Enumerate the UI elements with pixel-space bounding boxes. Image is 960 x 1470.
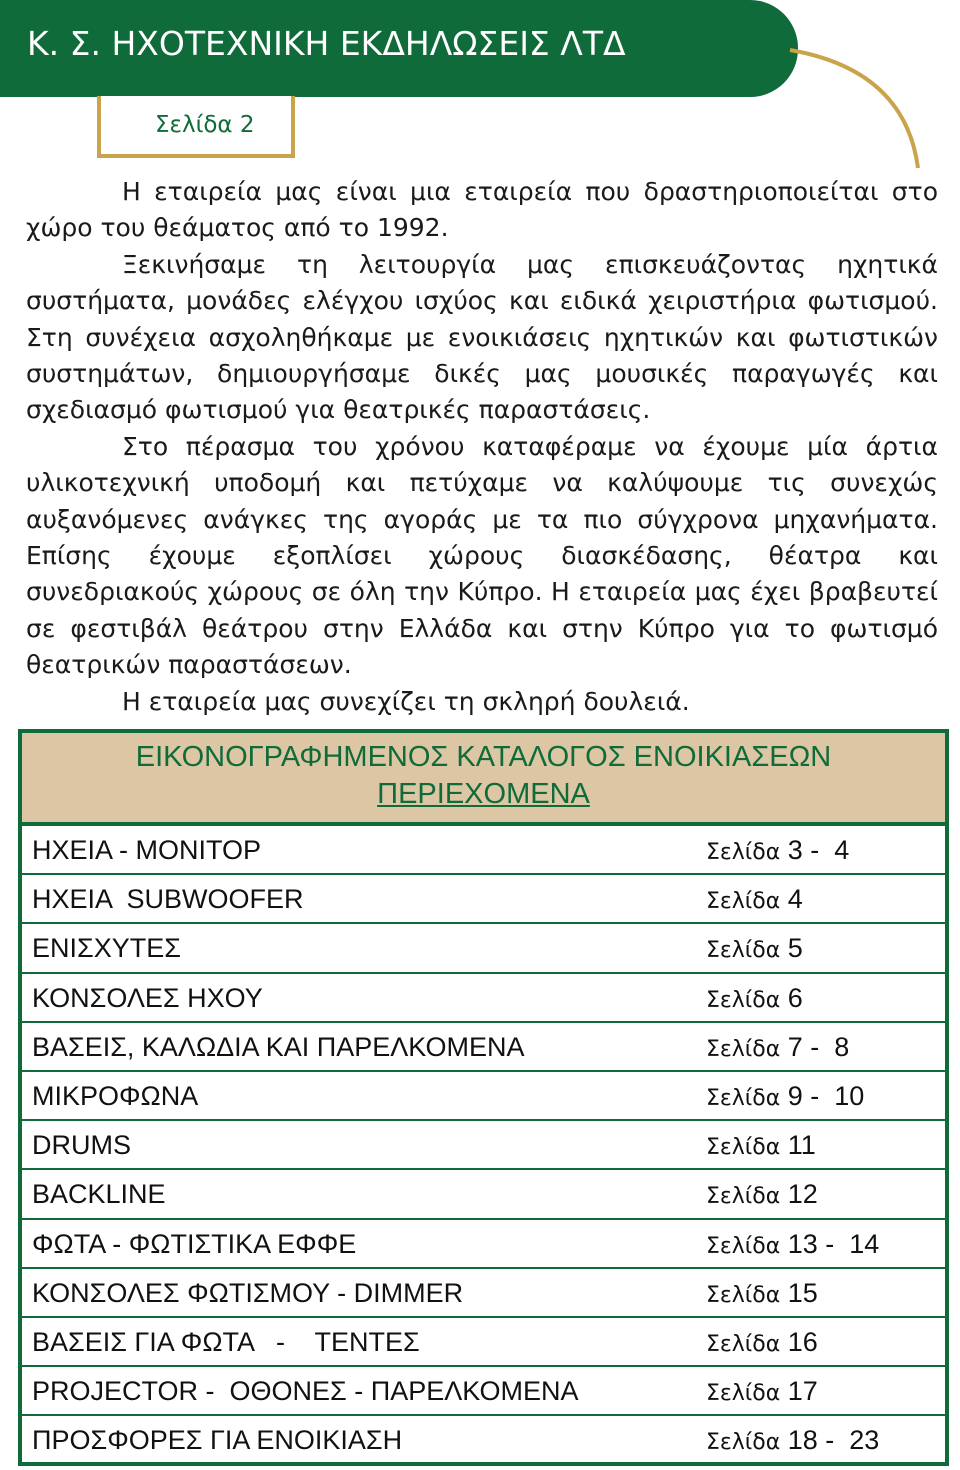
toc-row-name: ΦΩΤΑ - ΦΩΤΙΣΤΙΚΑ ΕΦΦΕ [32, 1228, 357, 1259]
toc-page-number: 9 - 10 [780, 1080, 865, 1111]
toc-row-page [706, 1032, 849, 1063]
toc-row-name: PROJECTOR - ΟΘΟΝΕΣ - ΠΑΡΕΛΚΟΜΕΝΑ [32, 1376, 579, 1407]
toc-subtitle: ΠΕΡΙΕΧΟΜΕΝΑ [377, 778, 590, 810]
toc-row [22, 875, 945, 924]
page-number-box [97, 96, 295, 158]
toc-row [22, 1170, 945, 1219]
toc-row-page [706, 1179, 818, 1210]
toc-page-word: Σελίδα [706, 889, 781, 915]
toc-page-word: Σελίδα [706, 1331, 781, 1357]
toc-row-name: ΠΡΟΣΦΟΡΕΣ ΓΙΑ ΕΝΟΙΚΙΑΣΗ [32, 1425, 403, 1456]
toc-row-page [706, 1081, 864, 1112]
intro-paragraph-2: Ξεκινήσαμε τη λειτουργία μας επισκευάζοντας ηχητικά συστήματα, μονάδες ελέγχου ισχύος και ειδικά χειριστήρια φωτισμού. Στη συνέχεια ασχοληθήκαμε με ενοικιάσεις ηχητικών και φωτιστικών συστημάτων, δημιουργήσαμε δικές μας μουσικές παραγωγές και σχεδιασμό φωτισμού για θεατρικές παραστάσεις. [26, 249, 938, 425]
toc-row-name: ΒΑΣΕΙΣ, ΚΑΛΩΔΙΑ ΚΑΙ ΠΑΡΕΛΚΟΜΕΝΑ [32, 1031, 525, 1062]
toc-page-number: 17 [780, 1376, 818, 1407]
toc-row [22, 924, 945, 973]
toc-page-number: 13 - 14 [780, 1228, 880, 1259]
toc-page-word: Σελίδα [706, 1381, 781, 1407]
toc-row [22, 1367, 945, 1416]
toc-row-page [706, 933, 803, 964]
toc-rows [22, 826, 945, 1465]
toc-row-page [706, 1278, 818, 1309]
toc-page-word: Σελίδα [706, 840, 781, 865]
toc-row [22, 1318, 945, 1367]
toc-row-name: ΕΝΙΣΧΥΤΕΣ [32, 933, 181, 964]
toc-page-number: 6 [780, 982, 803, 1013]
toc-row-page [706, 1376, 818, 1407]
toc-row [22, 1269, 945, 1318]
toc-row [22, 974, 945, 1023]
toc-page-word: Σελίδα [706, 1135, 781, 1161]
table-of-contents [18, 729, 949, 1466]
toc-row-page [706, 835, 849, 866]
toc-row-name: ΚΟΝΣΟΛΕΣ ΦΩΤΙΣΜΟΥ - DIMMER [32, 1277, 464, 1308]
intro-text [26, 174, 938, 720]
toc-row [22, 1416, 945, 1465]
toc-page-word: Σελίδα [706, 1184, 781, 1210]
toc-header [22, 733, 945, 826]
toc-page-word: Σελίδα [706, 1282, 781, 1308]
toc-row-page [706, 884, 803, 915]
toc-page-word: Σελίδα [706, 1036, 781, 1062]
toc-page-number: 7 - 8 [780, 1031, 850, 1062]
toc-page-number: 5 [780, 933, 803, 964]
toc-row-page [706, 1425, 879, 1456]
toc-title: ΕΙΚΟΝΟΓΡΑΦΗΜΕΝΟΣ ΚΑΤΑΛΟΓΟΣ ΕΝΟΙΚΙΑΣΕΩΝ [135, 741, 832, 773]
intro-paragraph-1: Η εταιρεία μας είναι μια εταιρεία που δραστηριοποιείται στο χώρο του θεάματος από το 1992. [26, 177, 938, 243]
toc-row [22, 1220, 945, 1269]
toc-page-word: Σελίδα [706, 987, 781, 1013]
toc-page-word: Σελίδα [706, 1430, 781, 1456]
toc-row [22, 826, 945, 875]
toc-page-word: Σελίδα [706, 938, 781, 964]
toc-row-name: ΗΧΕΙΑ SUBWOOFER [32, 884, 304, 915]
toc-page-number: 11 [780, 1130, 816, 1161]
toc-row-name: BACKLINE [32, 1179, 166, 1210]
toc-page-word: Σελίδα [706, 1233, 781, 1259]
toc-page-word: Σελίδα [706, 1085, 781, 1111]
toc-page-number: 3 - 4 [780, 835, 850, 865]
toc-row [22, 1023, 945, 1072]
company-title: Κ. Σ. ΗΧΟΤΕΧΝΙΚΗ ΕΚΔΗΛΩΣΕΙΣ ΛΤΔ [27, 24, 626, 63]
toc-page-number: 12 [780, 1179, 818, 1210]
toc-row-page [706, 1327, 818, 1358]
intro-paragraph-4: Η εταιρεία μας συνεχίζει τη σκληρή δουλειά. [122, 686, 690, 716]
toc-page-number: 18 - 23 [780, 1425, 880, 1456]
intro-paragraph-3: Στο πέρασμα του χρόνου καταφέραμε να έχουμε μία άρτια υλικοτεχνική υποδομή και πετύχαμε να καλύψουμε τις συνεχώς αυξανόμενες ανάγκες της αγοράς με τα πιο σύγχρονα μηχανήματα. Επίσης έχουμε εξοπλίσει χώρους διασκέδασης, θέατρα και συνεδριακούς χώρους σε όλη την Κύπρο. Η εταιρεία μας έχει βραβευτεί σε φεστιβάλ θεάτρου στην Ελλάδα και στην Κύπρο για το φωτισμό θεατρικών παραστάσεων. [26, 431, 938, 680]
toc-row-page [706, 1130, 816, 1161]
toc-row-name: ΒΑΣΕΙΣ ΓΙΑ ΦΩΤΑ - ΤΕΝΤΕΣ [32, 1326, 420, 1357]
toc-row [22, 1121, 945, 1170]
toc-row-name: DRUMS [32, 1130, 131, 1161]
toc-row [22, 1072, 945, 1121]
toc-row-name: ΚΟΝΣΟΛΕΣ ΗΧΟΥ [32, 982, 263, 1013]
toc-page-number: 16 [780, 1326, 818, 1357]
toc-row-page [706, 1229, 879, 1260]
page-number-label: Σελίδα 2 [155, 112, 255, 138]
toc-row-name: ΗΧΕΙΑ - ΜΟΝΙΤΟΡ [32, 835, 262, 865]
toc-page-number: 4 [780, 884, 803, 915]
toc-row-name: ΜΙΚΡΟΦΩΝΑ [32, 1080, 199, 1111]
toc-page-number: 15 [780, 1277, 818, 1308]
header-band [0, 0, 798, 97]
toc-row-page [706, 983, 803, 1014]
